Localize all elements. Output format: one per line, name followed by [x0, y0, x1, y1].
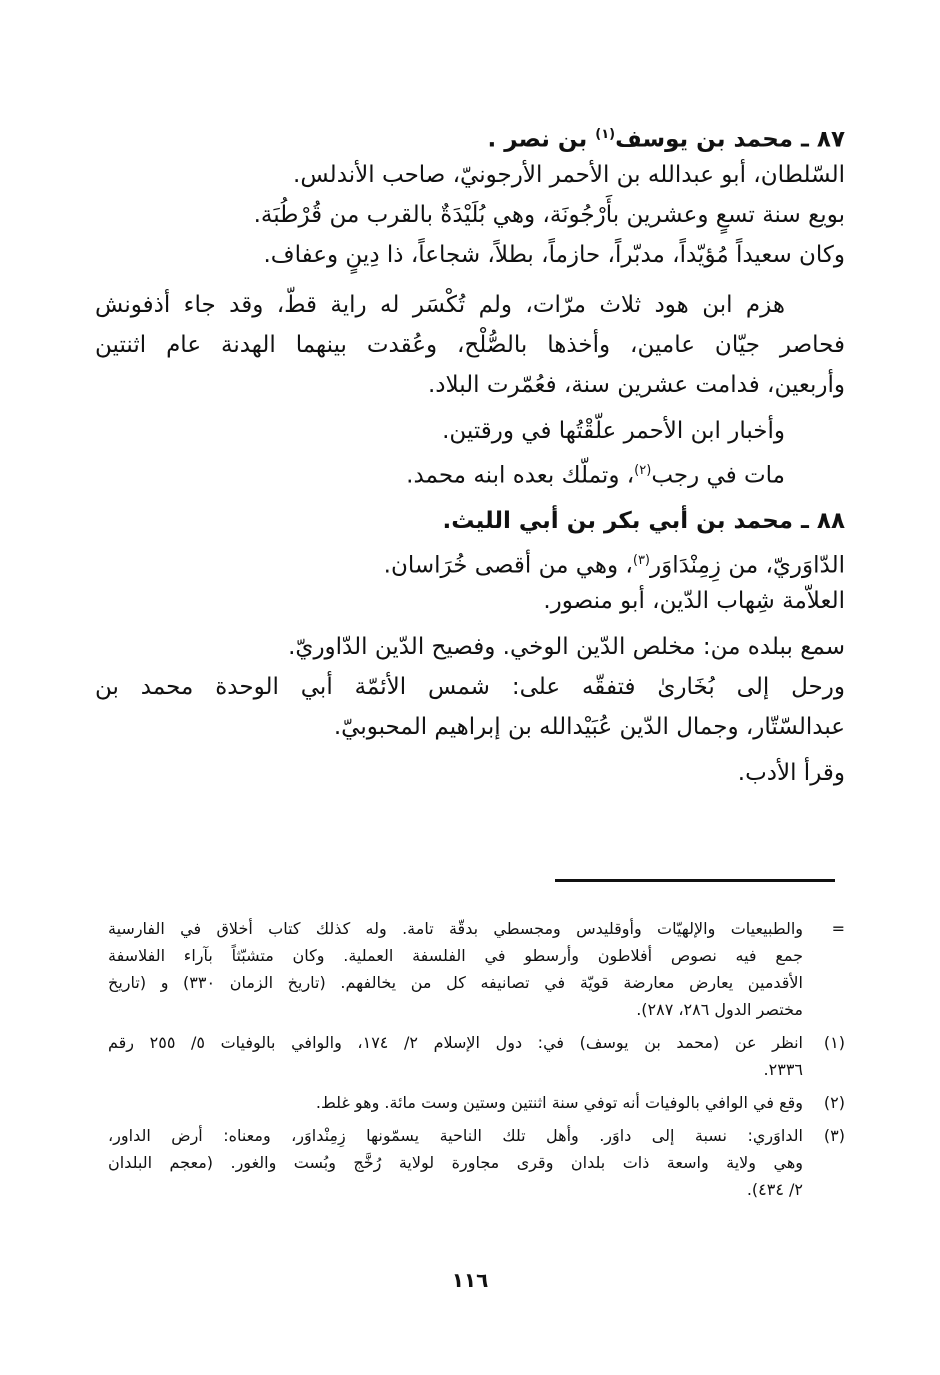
paragraph-line: فحاصر جيّان عامين، وأخذها بالصُّلْح، وعُقدت بينهما الهدنة عام اثنتين — [95, 332, 845, 358]
footnote-1 — [108, 1029, 845, 1083]
footnote-line: مختصر الدول ٢٨٦، ٢٨٧). — [636, 1000, 803, 1019]
paragraph-line: وأربعين، فدامت عشرين سنة، فعُمّرت البلاد. — [427, 372, 845, 398]
footnote-line: جمع فيه نصوص أفلاطون وأرسطو في الفلسفة العملية. وكان متشبّثاً بآراء الفلاسفة — [108, 946, 803, 965]
footnote-marker: = — [831, 919, 845, 938]
footnote-line: والطبيعيات والإلهيّات وأوقليدس ومجسطي بدقّة تامة. وله كذلك كتاب أخلاق في الفارسية — [108, 919, 803, 938]
entry-line: وكان سعيداً مُؤيّداً، مدبّراً، حازماً، بطلاً، شجاعاً، ذا دِينٍ وعفاف. — [263, 242, 845, 268]
travel-line: ورحل إلى بُخَارىٰ فتفقّه على: شمس الأئمّة أبي الوحدة محمد بن — [95, 674, 845, 700]
footnote-continuation — [108, 915, 845, 1023]
entry-name: محمد بن يوسف — [615, 126, 794, 153]
footnote-ref: (٣) — [632, 553, 650, 568]
footnote-3 — [108, 1122, 845, 1203]
entry-number: ٨٧ — [816, 126, 845, 153]
death-text: مات في رجب — [651, 462, 785, 489]
footnote-line: ٢/ ٤٣٤). — [746, 1180, 803, 1199]
footnote-marker: (٢) — [823, 1093, 845, 1112]
nisba-line — [95, 541, 845, 581]
news-line: وأخبار ابن الأحمر علّقْتُها في ورقتين. — [442, 418, 785, 444]
page-number: ١١٦ — [451, 1268, 489, 1292]
footnote-line: انظر عن (محمد بن يوسف) في: دول الإسلام ٢/ ١٧٤، والوافي بالوفيات ٥/ ٢٥٥ رقم — [108, 1033, 803, 1052]
footnote-ref: (١) — [595, 127, 616, 142]
entry-87-heading — [95, 115, 845, 155]
footnote-line: وقع في الوافي بالوفيات أنه توفي سنة اثنتين وستين وست مائة. وهو غلط. — [315, 1093, 803, 1112]
footnote-line: ٢٣٣٦. — [763, 1060, 803, 1079]
entry-separator: ـ — [793, 508, 817, 534]
paragraph-line: هزم ابن هود ثلاث مرّات، ولم تُكْسَر له راية قطّ، وقد جاء أذفونش — [95, 292, 785, 318]
footnote-line: الداوَري: نسبة إلى داوَر. وأهل تلك الناحية يسمّونها زِمِنْداوَر، ومعناه: أرض الداور، — [108, 1126, 803, 1145]
footnote-marker: (٣) — [823, 1126, 845, 1145]
footnote-separator — [555, 879, 835, 882]
main-text — [95, 115, 845, 793]
adab-line: وقرأ الأدب. — [737, 760, 845, 786]
death-line — [95, 451, 845, 491]
footnote-ref: (٢) — [634, 463, 652, 478]
entry-line: بويع سنة تسعٍ وعشرين بأَرْجُونَة، وهي بُلَيْدَةٌ بالقرب من قُرْطُبَة. — [253, 202, 845, 228]
heard-line: سمع ببلده من: مخلص الدّين الوخي. وفصيح الدّين الدّاوريّ. — [288, 634, 845, 660]
footnote-marker: (١) — [823, 1033, 845, 1052]
entry-name-suffix: بن نصر . — [487, 126, 596, 153]
footnotes — [108, 915, 845, 1209]
nisba-text: الدّاوَريّ، من زِمِنْدَاوَر — [650, 552, 845, 579]
title-line: العلاّمة شِهاب الدّين، أبو منصور. — [543, 588, 845, 614]
travel-line: عبدالسّتّار، وجمال الدّين عُبَيْدالله بن إبراهيم المحبوبيّ. — [333, 714, 845, 740]
entry-line: السّلطان، أبو عبدالله بن الأحمر الأرجونيّ، صاحب الأندلس. — [293, 162, 845, 188]
footnote-2 — [108, 1089, 845, 1116]
nisba-text: ، وهي من أقصى خُرَاسان. — [383, 552, 633, 579]
entry-number: ٨٨ — [816, 508, 845, 534]
entry-separator: ـ — [793, 126, 817, 153]
footnote-line: وهي ولاية واسعة ذات بلدان وقرى مجاورة لولاية رُخَّج وبُست والغور. (معجم البلدان — [108, 1153, 803, 1172]
entry-88-heading — [95, 501, 845, 541]
death-text: ، وتملّك بعده ابنه محمد. — [406, 462, 635, 489]
footnote-line: الأقدمين يعارض معارضة قويّة في تصانيفه كل من يخالفهم. (تاريخ الزمان ٣٣٠) و (تاريخ — [108, 973, 804, 992]
entry-name: محمد بن أبي بكر بن أبي الليث. — [442, 508, 794, 534]
